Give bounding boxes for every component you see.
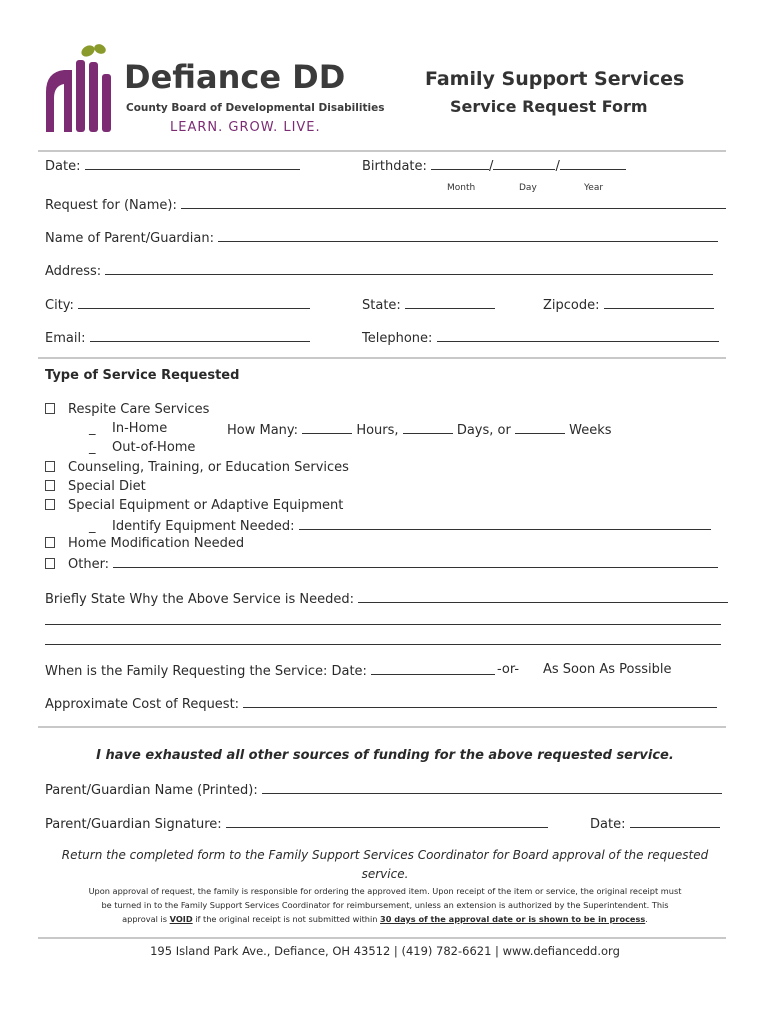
reason-blank-2[interactable]: [45, 624, 721, 625]
birthdate-year-blank[interactable]: [560, 157, 626, 170]
note3-days: 30 days of the approval date or is shown to be in process: [380, 914, 646, 924]
out-of-home-dash: _: [89, 440, 96, 455]
email-field[interactable]: [45, 329, 310, 346]
return-instruction-1: Return the completed form to the Family Support Services Coordinator for Board approval of the requested: [61, 848, 709, 862]
date-label: Date:: [45, 159, 81, 174]
respite-label: Respite Care Services: [68, 402, 210, 417]
special-equipment-label: Special Equipment or Adaptive Equipment: [68, 498, 344, 513]
reason-blank-1[interactable]: [358, 590, 728, 603]
when-field[interactable]: [45, 662, 495, 679]
year-caption: Year: [584, 183, 604, 193]
home-modification-checkbox[interactable]: [45, 537, 55, 548]
out-of-home-option[interactable]: [89, 440, 195, 455]
section-divider: [38, 357, 726, 359]
city-field[interactable]: [45, 296, 310, 313]
address-label: Address:: [45, 264, 102, 279]
or-label: -or-: [497, 662, 520, 677]
telephone-blank[interactable]: [437, 329, 719, 342]
logo: [42, 44, 385, 144]
days-label: Days, or: [456, 423, 511, 438]
logo-subtitle: County Board of Developmental Disabilities: [126, 102, 385, 114]
special-diet-option[interactable]: [45, 479, 146, 494]
special-diet-checkbox[interactable]: [45, 480, 55, 491]
respite-checkbox[interactable]: [45, 403, 55, 414]
zipcode-blank[interactable]: [604, 296, 714, 309]
logo-tagline: LEARN. GROW. LIVE.: [170, 120, 321, 135]
birthdate-month-blank[interactable]: [431, 157, 489, 170]
month-caption: Month: [447, 183, 476, 193]
note3-b: if the original receipt is not submitted within: [192, 914, 381, 924]
birthdate-field[interactable]: Birthdate: / /: [362, 157, 626, 174]
asap-option[interactable]: As Soon As Possible: [543, 662, 672, 677]
cost-field[interactable]: [45, 695, 717, 712]
counseling-option[interactable]: [45, 460, 349, 475]
signature-field[interactable]: [45, 815, 548, 832]
logo-mark-icon: [42, 44, 114, 136]
in-home-option[interactable]: [89, 421, 167, 436]
cost-label: Approximate Cost of Request:: [45, 697, 240, 712]
request-for-field[interactable]: [45, 196, 726, 213]
counseling-checkbox[interactable]: [45, 461, 55, 472]
birthdate-day-blank[interactable]: [493, 157, 555, 170]
out-of-home-label: Out-of-Home: [112, 440, 196, 455]
signature-date-field[interactable]: [590, 815, 720, 832]
identify-equipment-field[interactable]: [89, 517, 711, 534]
approval-note-1: Upon approval of request, the family is responsible for ordering the approved item. Upon receipt of the item or service, the original receipt must: [88, 886, 682, 896]
birthdate-label: Birthdate:: [362, 159, 427, 174]
signature-blank[interactable]: [226, 815, 548, 828]
other-checkbox[interactable]: [45, 558, 55, 569]
page-title: Family Support Services: [425, 68, 685, 90]
parent-name-field[interactable]: [45, 229, 718, 246]
special-equipment-checkbox[interactable]: [45, 499, 55, 510]
signature-date-label: Date:: [590, 817, 626, 832]
other-label: Other:: [68, 557, 110, 572]
state-label: State:: [362, 298, 401, 313]
parent-name-label: Name of Parent/Guardian:: [45, 231, 214, 246]
note3-c: .: [645, 914, 648, 924]
weeks-label: Weeks: [569, 423, 612, 438]
special-diet-label: Special Diet: [68, 479, 146, 494]
in-home-label: In-Home: [112, 421, 168, 436]
email-blank[interactable]: [90, 329, 310, 342]
email-label: Email:: [45, 331, 86, 346]
attest-divider: [38, 726, 726, 728]
when-date-blank[interactable]: [371, 662, 495, 675]
logo-name: Defiance DD: [124, 58, 346, 96]
city-blank[interactable]: [78, 296, 310, 309]
weeks-blank[interactable]: [515, 421, 565, 434]
how-many-label: How Many:: [227, 423, 299, 438]
reason-field[interactable]: [45, 590, 728, 607]
signature-label: Parent/Guardian Signature:: [45, 817, 222, 832]
footer-address: 195 Island Park Ave., Defiance, OH 43512 | (419) 782-6621 | www.defiancedd.org: [150, 944, 620, 958]
printed-name-blank[interactable]: [262, 781, 722, 794]
how-many-field[interactable]: [227, 421, 612, 438]
approval-note-2: be turned in to the Family Support Services Coordinator for reimbursement, unless an extension is authorized by the Superintendent. This: [101, 900, 669, 910]
zipcode-label: Zipcode:: [543, 298, 600, 313]
parent-name-blank[interactable]: [218, 229, 718, 242]
signature-date-blank[interactable]: [630, 815, 720, 828]
in-home-dash: _: [89, 421, 96, 436]
home-modification-option[interactable]: [45, 536, 244, 551]
address-field[interactable]: [45, 262, 713, 279]
page-subtitle: Service Request Form: [450, 97, 648, 116]
reason-blank-3[interactable]: [45, 644, 721, 645]
identify-equipment-label: Identify Equipment Needed:: [112, 519, 295, 534]
cost-blank[interactable]: [243, 695, 717, 708]
request-for-blank[interactable]: [181, 196, 726, 209]
telephone-field[interactable]: [362, 329, 719, 346]
other-blank[interactable]: [113, 555, 718, 568]
attest-statement: I have exhausted all other sources of funding for the above requested service.: [96, 748, 674, 763]
special-equipment-option[interactable]: [45, 498, 343, 513]
days-blank[interactable]: [403, 421, 453, 434]
hours-label: Hours,: [356, 423, 399, 438]
zipcode-field[interactable]: [543, 296, 714, 313]
state-blank[interactable]: [405, 296, 495, 309]
identify-dash: _: [89, 519, 96, 534]
printed-name-field[interactable]: [45, 781, 722, 798]
note3-a: approval is: [122, 914, 170, 924]
city-label: City:: [45, 298, 74, 313]
footer-divider: [38, 937, 726, 939]
approval-note-3: [0, 914, 770, 924]
return-instruction-2: service.: [361, 867, 409, 881]
identify-equipment-blank[interactable]: [299, 517, 711, 530]
printed-name-label: Parent/Guardian Name (Printed):: [45, 783, 258, 798]
respite-option[interactable]: [45, 402, 209, 417]
date-blank[interactable]: [85, 157, 300, 170]
date-field[interactable]: [45, 157, 300, 174]
hours-blank[interactable]: [302, 421, 352, 434]
home-modification-label: Home Modification Needed: [68, 536, 245, 551]
request-for-label: Request for (Name):: [45, 198, 177, 213]
when-label: When is the Family Requesting the Service: Date:: [45, 664, 367, 679]
note3-void: VOID: [169, 914, 193, 924]
day-caption: Day: [519, 183, 537, 193]
other-option[interactable]: [45, 555, 718, 572]
counseling-label: Counseling, Training, or Education Services: [68, 460, 349, 475]
state-field[interactable]: [362, 296, 495, 313]
header-divider: [38, 150, 726, 152]
address-blank[interactable]: [105, 262, 713, 275]
service-heading: Type of Service Requested: [45, 368, 240, 383]
telephone-label: Telephone:: [362, 331, 433, 346]
reason-label: Briefly State Why the Above Service is Needed:: [45, 592, 355, 607]
